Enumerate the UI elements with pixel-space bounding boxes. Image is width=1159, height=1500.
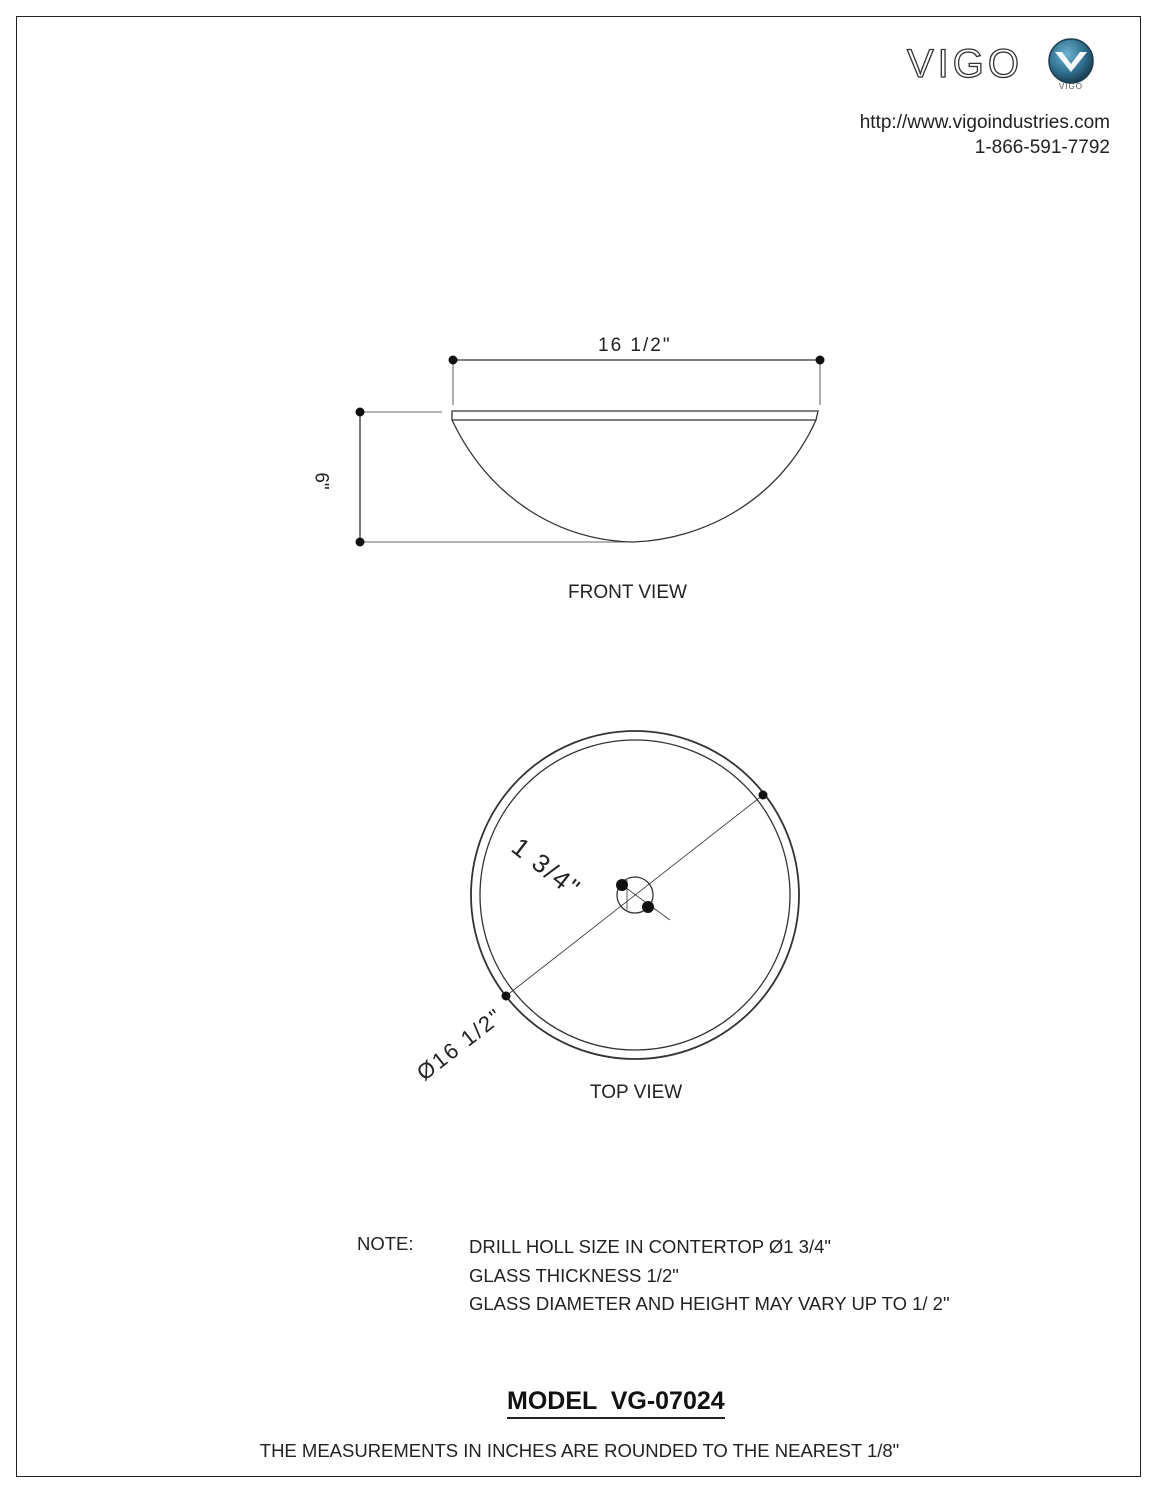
front-view-markers <box>356 356 825 547</box>
width-dimension-label: 16 1/2" <box>598 335 672 356</box>
note-line: GLASS THICKNESS 1/2" <box>469 1264 679 1286</box>
front-view-drawing <box>360 360 820 542</box>
diameter-line <box>506 795 763 996</box>
diameter-dimension-label: Ø16 1/2" <box>411 1002 508 1086</box>
note-label: NOTE: <box>357 1233 414 1254</box>
notes-list <box>469 1233 950 1319</box>
top-view-caption: TOP VIEW <box>590 1082 683 1103</box>
measurement-footnote: THE MEASUREMENTS IN INCHES ARE ROUNDED TO THE NEAREST 1/8" <box>259 1440 900 1461</box>
drain-dimension-label: 1 3/4" <box>506 831 587 904</box>
height-dimension-label: 6" <box>310 472 332 490</box>
front-view-caption: FRONT VIEW <box>568 582 687 603</box>
bowl-body <box>452 420 816 542</box>
website-link[interactable]: http://www.vigoindustries.com <box>859 112 1110 133</box>
top-view-drawing <box>471 731 799 1059</box>
bowl-rim <box>452 411 818 420</box>
model-number: MODEL VG-07024 <box>507 1387 725 1419</box>
dimension-marker <box>759 791 768 800</box>
dimension-marker <box>816 356 825 365</box>
dimension-marker <box>449 356 458 365</box>
dimension-marker <box>356 538 365 547</box>
dimension-marker <box>356 408 365 417</box>
note-line: GLASS DIAMETER AND HEIGHT MAY VARY UP TO 1/ 2" <box>469 1293 950 1314</box>
dimension-marker <box>502 992 511 1001</box>
drain-marker <box>642 901 654 913</box>
phone-number: 1-866-591-7792 <box>974 137 1110 158</box>
logo-subtext: VIGO <box>1058 82 1083 91</box>
drain-marker <box>616 879 628 891</box>
brand-name: VIGO <box>906 42 1023 86</box>
note-line: DRILL HOLL SIZE IN CONTERTOP Ø1 3/4" <box>469 1236 831 1257</box>
